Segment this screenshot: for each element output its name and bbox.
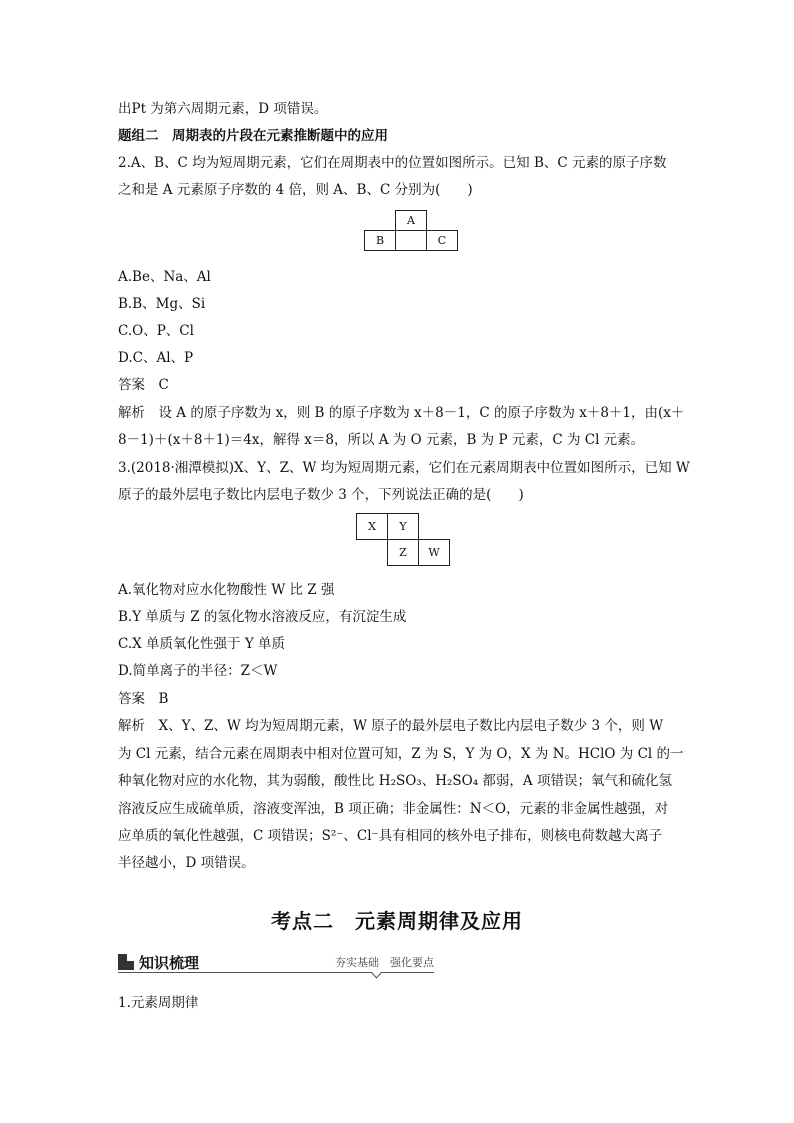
group-heading: 题组二 周期表的片段在元素推断题中的应用 [118,128,388,144]
section-title: 考点二 元素周期律及应用 [271,909,523,933]
question-2-stem: 2.A、B、C 均为短周期元素，它们在周期表中的位置如图所示。已知 B、C 元素的原子序数 [118,155,667,171]
periodic-fragment-1 [364,210,458,251]
question-3-stem: 3.(2018·湘潭模拟)X、Y、Z、W 均为短周期元素，它们在元素周期表中位置如图所示，已知 W [118,460,690,476]
option-a: A.氧化物对应水化物酸性 W 比 Z 强 [118,582,335,598]
option-b: B.B、Mg、Si [118,296,206,312]
option-a: A.Be、Na、Al [118,269,211,285]
option-c: C.O、P、Cl [118,323,194,339]
divider [118,972,434,973]
option-b: B.Y 单质与 Z 的氢化物水溶液反应，有沉淀生成 [118,609,407,625]
answer: 答案 C [118,377,169,393]
text-line: 出Pt 为第六周期元素，D 项错误。 [118,101,328,117]
cell-y: Y [388,514,419,540]
question-3-stem-cont: 原子的最外层电子数比内层电子数少 3 个，下列说法正确的是( ) [118,487,524,503]
cell-z: Z [388,540,419,566]
option-d: D.C、Al、P [118,350,194,366]
empty-cell [365,211,396,231]
divider-notch [372,969,382,979]
subheading: 1.元素周期律 [118,995,199,1011]
cell-b: B [365,231,396,251]
empty-cell [427,211,458,231]
option-c: C.X 单质氧化性强于 Y 单质 [118,636,286,652]
explanation: 8－1)＋(x＋8＋1)＝4x，解得 x＝8，所以 A 为 O 元素，B 为 P 元素，C 为 Cl 元素。 [118,432,645,448]
question-2-stem-cont: 之和是 A 元素原子序数的 4 倍，则 A、B、C 分别为( ) [118,182,473,198]
section-icon [118,954,134,970]
knowledge-tag: 夯实基础 强化要点 [335,956,434,969]
empty-cell [357,540,388,566]
cell-c: C [427,231,458,251]
periodic-fragment-2 [356,513,450,566]
knowledge-title: 知识梳理 [139,954,200,972]
cell-a: A [396,211,427,231]
cell-x: X [357,514,388,540]
cell-w: W [419,540,450,566]
explanation: 溶液反应生成硫单质，溶液变浑浊，B 项正确；非金属性：N＜O，元素的非金属性越强，对 [118,801,669,817]
explanation: 应单质的氧化性越强，C 项错误；S²⁻、Cl⁻具有相同的核外电子排布，则核电荷数越大离子 [118,828,663,844]
explanation: 半径越小，D 项错误。 [118,855,255,871]
explanation: 种氧化物对应的水化物，其为弱酸，酸性比 H₂SO₃、H₂SO₄ 都弱，A 项错误；氧气和硫化氢 [118,773,672,789]
answer: 答案 B [118,691,169,707]
empty-cell [419,514,450,540]
explanation: 解析 X、Y、Z、W 均为短周期元素，W 原子的最外层电子数比内层电子数少 3 个，则 W [118,718,664,734]
cell-blank [396,231,427,251]
explanation: 解析 设 A 的原子序数为 x，则 B 的原子序数为 x＋8－1，C 的原子序数为 x＋8＋1，由(x＋ [118,405,685,421]
knowledge-header [118,951,434,973]
option-d: D.简单离子的半径：Z＜W [118,663,278,679]
explanation: 为 Cl 元素，结合元素在周期表中相对位置可知，Z 为 S，Y 为 O，X 为 N。HClO 为 Cl 的一 [118,746,684,762]
